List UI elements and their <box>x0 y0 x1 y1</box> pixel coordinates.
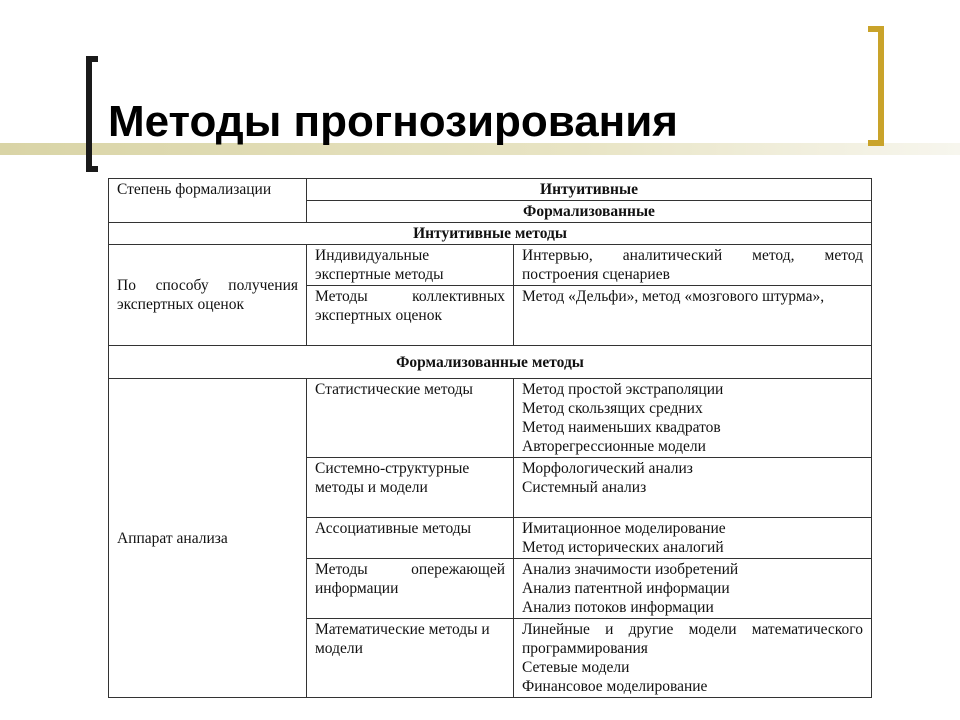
example-item: Финансовое моделирование <box>522 678 708 695</box>
examples-cell: Метод «Дельфи», метод «мозгового штурма», <box>514 286 872 346</box>
examples-cell <box>514 559 872 619</box>
left-bracket-decoration <box>86 56 98 172</box>
method-cell: Статистические методы <box>307 379 514 458</box>
example-item: Сетевые модели <box>522 659 630 676</box>
method-cell: Системно-структурные методы и модели <box>307 458 514 518</box>
examples-cell <box>514 619 872 698</box>
table-row <box>109 346 872 379</box>
method-cell: Ассоциативные методы <box>307 518 514 559</box>
example-item: Метод исторических аналогий <box>522 539 724 556</box>
examples-cell <box>514 458 872 518</box>
example-item: Анализ потоков информации <box>522 599 714 616</box>
example-item: Метод скользящих средних <box>522 400 703 417</box>
table-row <box>109 379 872 458</box>
method-cell: Математические методы и модели <box>307 619 514 698</box>
method-cell: Методы опережающей информации <box>307 559 514 619</box>
example-item: Линейные и другие модели математического программирования <box>522 621 863 657</box>
example-item: Метод наименьших квадратов <box>522 419 721 436</box>
table-row <box>109 179 872 201</box>
example-item: Системный анализ <box>522 479 647 496</box>
table-row <box>109 245 872 286</box>
formalized-methods-section-header: Формализованные методы <box>109 346 872 379</box>
example-item: Морфологический анализ <box>522 460 693 477</box>
forecasting-methods-table <box>108 178 872 698</box>
slide-title: Методы прогнозирования <box>108 97 678 146</box>
formalized-header-cell: Формализованные <box>307 201 872 223</box>
examples-cell <box>514 518 872 559</box>
right-bracket-decoration <box>868 26 884 146</box>
method-cell: Индивидуальные экспертные методы <box>307 245 514 286</box>
examples-cell: Интервью, аналитический метод, метод построения сценариев <box>514 245 872 286</box>
example-item: Авторегрессионные модели <box>522 438 706 455</box>
example-item: Имитационное моделирование <box>522 520 726 537</box>
formalization-label-cell: Степень формализации <box>109 179 307 223</box>
method-cell: Методы коллективных экспертных оценок <box>307 286 514 346</box>
example-item: Метод простой экстраполяции <box>522 381 724 398</box>
example-item: Анализ патентной информации <box>522 580 730 597</box>
intuitive-methods-section-header: Интуитивные методы <box>109 223 872 245</box>
expert-label-cell: По способу получения экспертных оценок <box>109 245 307 346</box>
examples-cell <box>514 379 872 458</box>
methods-table-container <box>108 178 871 698</box>
example-item: Анализ значимости изобретений <box>522 561 739 578</box>
table-row <box>109 223 872 245</box>
intuitive-header-cell: Интуитивные <box>307 179 872 201</box>
analysis-label-cell: Аппарат анализа <box>109 379 307 698</box>
